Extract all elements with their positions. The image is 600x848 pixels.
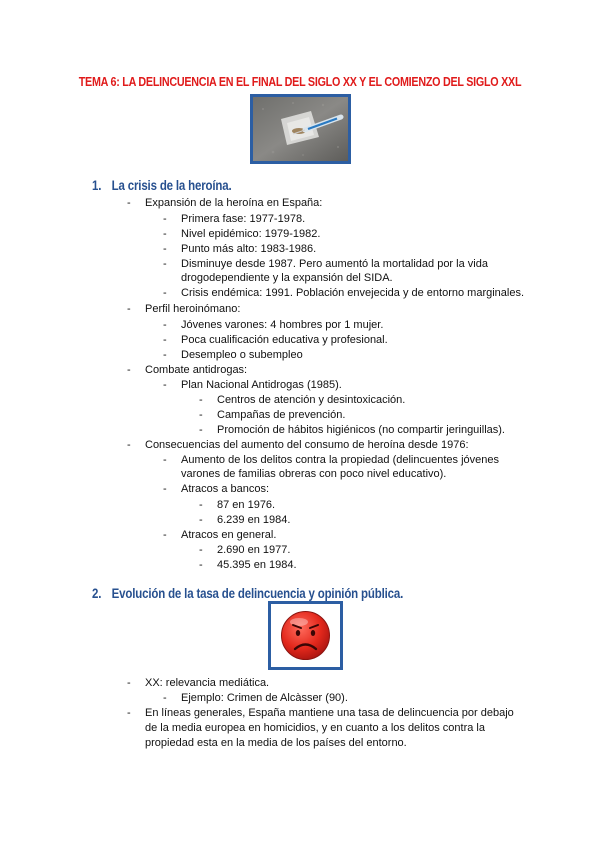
bullet-dash: - [199, 544, 203, 556]
general-label: Atracos en general. [181, 529, 277, 541]
bullet-dash: - [163, 692, 167, 704]
perfil-label: Perfil heroinómano: [145, 303, 241, 315]
list-item: XX: relevancia mediática. [145, 677, 270, 689]
bullet-dash: - [163, 213, 167, 225]
list-item: 2.690 en 1977. [217, 544, 291, 556]
bullet-dash: - [127, 364, 131, 376]
section-2-title: Evolución de la tasa de delincuencia y opinión pública. [111, 585, 404, 601]
bullet-dash: - [199, 499, 203, 511]
consecuencias-label: Consecuencias del aumento del consumo de heroína desde 1976: [145, 439, 469, 451]
bullet-dash: - [163, 334, 167, 346]
syringe-photo [250, 94, 351, 164]
bullet-dash: - [163, 319, 167, 331]
bullet-dash: - [163, 228, 167, 240]
bancos-label: Atracos a bancos: [181, 483, 270, 495]
paragraph-line: propiedad esta en la media de los países del entorno. [145, 737, 407, 749]
list-item: Nivel epidémico: 1979-1982. [181, 228, 321, 240]
section-1-title: La crisis de la heroína. [111, 177, 232, 193]
list-item: Punto más alto: 1983-1986. [181, 243, 317, 255]
list-item: Desempleo o subempleo [181, 349, 303, 361]
list-item: 87 en 1976. [217, 499, 276, 511]
list-item-continued: drogodependiente y la expansión del SIDA. [181, 272, 393, 284]
section-1-heading [92, 177, 232, 193]
list-item: Crisis endémica: 1991. Población envejecida y de entorno marginales. [181, 287, 525, 299]
section-2-heading [92, 585, 403, 601]
syringe-illustration [253, 97, 348, 161]
bullet-dash: - [127, 707, 131, 719]
paragraph-line: de la media europea en homicidios, y en cuanto a los delitos contra la [145, 722, 485, 734]
bullet-dash: - [127, 197, 131, 209]
bullet-dash: - [163, 349, 167, 361]
bullet-dash: - [163, 454, 167, 466]
bullet-dash: - [199, 394, 203, 406]
list-item-continued: varones de familias obreras con poco nivel educativo). [181, 468, 447, 480]
combate-label: Combate antidrogas: [145, 364, 248, 376]
list-item: Campañas de prevención. [217, 409, 346, 421]
bullet-dash: - [127, 439, 131, 451]
list-item: 45.395 en 1984. [217, 559, 297, 571]
list-item: Primera fase: 1977-1978. [181, 213, 306, 225]
bullet-dash: - [163, 483, 167, 495]
bullet-dash: - [163, 243, 167, 255]
bullet-dash: - [163, 258, 167, 270]
sad-face-icon [271, 604, 340, 667]
bullet-dash: - [199, 424, 203, 436]
bullet-dash: - [199, 409, 203, 421]
list-item: Centros de atención y desintoxicación. [217, 394, 406, 406]
sad-face-image [268, 601, 343, 670]
expansion-label: Expansión de la heroína en España: [145, 197, 323, 209]
list-item: 6.239 en 1984. [217, 514, 291, 526]
list-item: Disminuye desde 1987. Pero aumentó la mortalidad por la vida [181, 258, 488, 270]
document-title: TEMA 6: LA DELINCUENCIA EN EL FINAL DEL SIGLO XX Y EL COMIENZO DEL SIGLO XXL [78, 75, 522, 89]
list-item: Poca cualificación educativa y profesional. [181, 334, 388, 346]
section-1-number: 1. [92, 177, 102, 193]
section-2-number: 2. [92, 585, 102, 601]
bullet-dash: - [163, 379, 167, 391]
list-item: Jóvenes varones: 4 hombres por 1 mujer. [181, 319, 384, 331]
list-item: Promoción de hábitos higiénicos (no compartir jeringuillas). [217, 424, 505, 436]
bullet-dash: - [163, 287, 167, 299]
list-item: Ejemplo: Crimen de Alcàsser (90). [181, 692, 348, 704]
bullet-dash: - [163, 529, 167, 541]
paragraph-line: En líneas generales, España mantiene una tasa de delincuencia por debajo [145, 707, 514, 719]
bullet-dash: - [127, 677, 131, 689]
bullet-dash: - [199, 559, 203, 571]
list-item: Aumento de los delitos contra la propiedad (delincuentes jóvenes [181, 454, 499, 466]
bullet-dash: - [127, 303, 131, 315]
plan-item: Plan Nacional Antidrogas (1985). [181, 379, 342, 391]
bullet-dash: - [199, 514, 203, 526]
